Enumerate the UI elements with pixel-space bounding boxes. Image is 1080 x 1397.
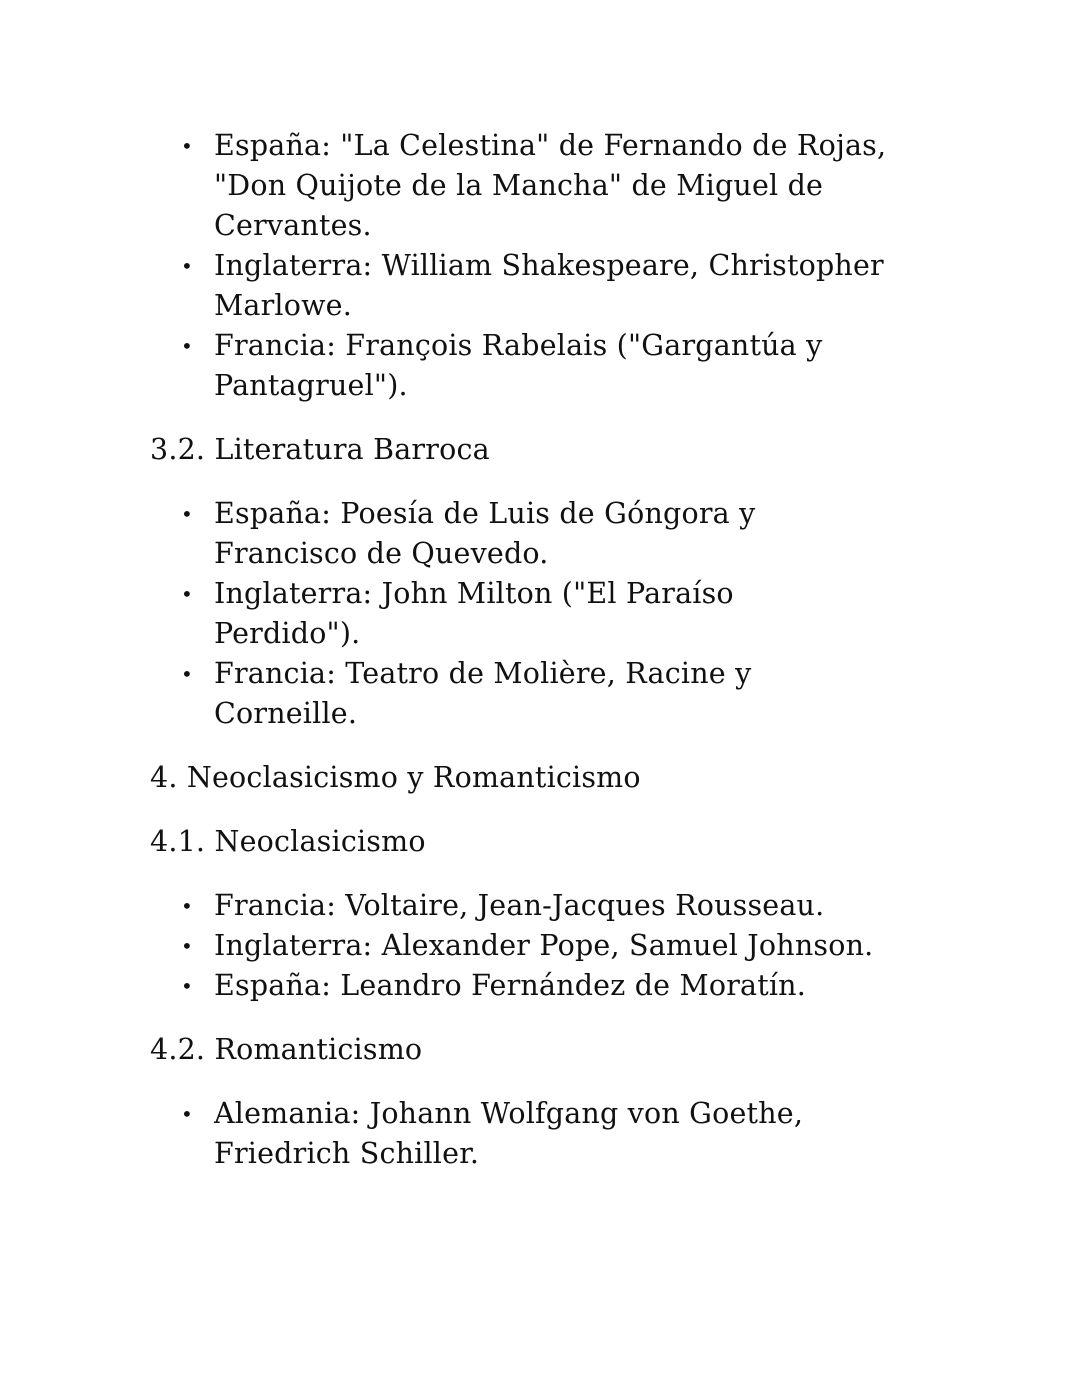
bullet-icon: • xyxy=(181,662,193,686)
bullet-icon: • xyxy=(181,1102,193,1126)
list-item xyxy=(181,926,994,966)
bullet-icon: • xyxy=(181,502,193,526)
section-heading-4-2: 4.2. Romanticismo xyxy=(150,1033,423,1066)
list-item-text: Francia: Teatro de Molière, Racine y Corneille. xyxy=(214,657,752,730)
list-item-text: Alemania: Johann Wolfgang von Goethe, Friedrich Schiller. xyxy=(214,1097,804,1170)
bullet-icon: • xyxy=(181,582,193,606)
list-item-text: España: "La Celestina" de Fernando de Rojas, "Don Quijote de la Mancha" de Miguel de Cervantes. xyxy=(214,129,887,242)
section-heading-3-2: 3.2. Literatura Barroca xyxy=(150,433,490,466)
section-heading-4: 4. Neoclasicismo y Romanticismo xyxy=(150,761,641,794)
list-item-text: Francia: François Rabelais ("Gargantúa y Pantagruel"). xyxy=(214,329,823,402)
list-item xyxy=(181,246,934,326)
list-item-text: España: Poesía de Luis de Góngora y Francisco de Quevedo. xyxy=(214,497,756,570)
baroque-authors-list xyxy=(150,494,814,734)
document-page xyxy=(150,126,930,1174)
list-item xyxy=(181,494,814,574)
list-item xyxy=(181,1094,854,1174)
list-item-text: España: Leandro Fernández de Moratín. xyxy=(214,969,806,1002)
bullet-icon: • xyxy=(181,894,193,918)
list-item-text: Francia: Voltaire, Jean-Jacques Rousseau. xyxy=(214,889,825,922)
list-item xyxy=(181,654,814,734)
bullet-icon: • xyxy=(181,334,193,358)
list-item xyxy=(181,574,814,654)
bullet-icon: • xyxy=(181,934,193,958)
list-item xyxy=(181,966,994,1006)
romanticism-authors-list xyxy=(150,1094,854,1174)
list-item xyxy=(181,126,934,246)
neoclassicism-authors-list xyxy=(150,886,994,1006)
renaissance-authors-list xyxy=(150,126,934,406)
section-heading-4-1: 4.1. Neoclasicismo xyxy=(150,825,426,858)
list-item-text: Inglaterra: Alexander Pope, Samuel Johnson. xyxy=(214,929,874,962)
list-item-text: Inglaterra: John Milton ("El Paraíso Perdido"). xyxy=(214,577,734,650)
list-item xyxy=(181,886,994,926)
bullet-icon: • xyxy=(181,134,193,158)
bullet-icon: • xyxy=(181,254,193,278)
list-item xyxy=(181,326,934,406)
bullet-icon: • xyxy=(181,974,193,998)
list-item-text: Inglaterra: William Shakespeare, Christopher Marlowe. xyxy=(214,249,884,322)
